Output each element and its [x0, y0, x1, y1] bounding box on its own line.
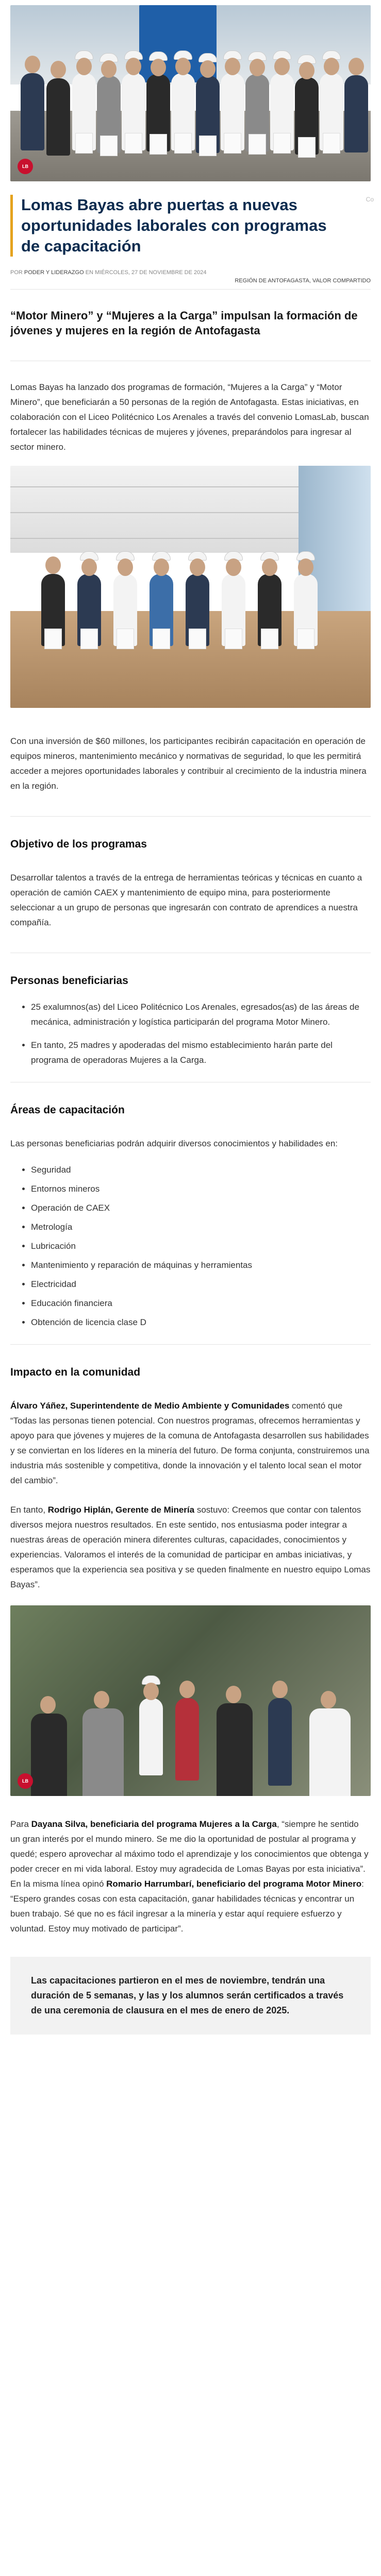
training-heading: Áreas de capacitación	[10, 1104, 125, 1116]
quote-author: Rodrigo Hiplán, Gerente de Minería	[47, 1505, 195, 1515]
quote-yanez	[10, 1398, 371, 1488]
publish-date: MIÉRCOLES, 27 DE NOVIEMBRE DE 2024	[95, 269, 207, 276]
section-divider	[10, 816, 371, 817]
list-item: • Lubricación	[31, 1239, 371, 1253]
quote-text: comentó que “Todas las personas tienen potencial. Con nuestros programas, ofrecemos herramientas y apoyo para que jóvenes y mujeres de la comuna de Antofagasta desarrollen sus habilidades y se conviertan en los líderes en la minería del futuro. De forma conjunta, construiremos una industria más sostenible y competitiva, donde la innovación y el talento local sean el motor del cambio”.	[10, 1401, 370, 1485]
training-intro: Las personas beneficiarias podrán adquirir diversos conocimientos y habilidades en:	[10, 1139, 338, 1148]
impact-heading: Impacto en la comunidad	[10, 1366, 141, 1378]
author-link[interactable]: PODER Y LIDERAZGO	[24, 269, 84, 276]
hero-photo	[10, 5, 371, 181]
investment-paragraph: Con una inversión de $60 millones, los participantes recibirán capacitación en operación de equipos mineros, mantenimiento mecánico y normativas de seguridad, lo que les permitirá acceder a mejores oportunidades laborales y contribuir al crecimiento de la industria minera en la región.	[10, 736, 367, 791]
quote-hiplan	[10, 1502, 371, 1592]
page-title: Lomas Bayas abre puertas a nuevas oportunidades laborales con programas de capacitación	[21, 196, 327, 255]
group-photo	[10, 466, 371, 708]
meta-prefix: POR	[10, 269, 23, 276]
list-item: • Entornos mineros	[31, 1181, 371, 1196]
meta-divider	[10, 289, 371, 290]
quote-text: sostuvo: Creemos que contar con talentos diversos mejora nuestros resultados. En este sentido, nos entusiasma poder integrar a nuestras áreas de operación minera diferentes culturas, capacidades, conocimientos y experiencias. Valoramos el interés de la comunidad de participar en ambas iniciativas, y esperamos que la experiencia sea positiva y se queden finalmente en nuestro equipo Lomas Bayas”.	[10, 1505, 371, 1589]
list-item: • Metrología	[31, 1219, 371, 1234]
list-item: • 25 exalumnos(as) del Liceo Politécnico Los Arenales, egresados(as) de las áreas de mecánica, administración y logística participarán del programa Motor Minero.	[31, 999, 371, 1029]
quote-author: Dayana Silva, beneficiaria del programa Mujeres a la Carga	[31, 1819, 277, 1829]
article-page	[0, 5, 381, 2055]
list-item: • Seguridad	[31, 1162, 371, 1177]
brand-logo-icon: LB	[18, 159, 33, 174]
objective-heading: Objetivo de los programas	[10, 838, 147, 850]
intro-paragraph: Lomas Bayas ha lanzado dos programas de formación, “Mujeres a la Carga” y “Motor Minero”, que beneficiarán a 50 personas de la región de Antofagasta. Estas iniciativas, en colaboración con el Liceo Politécnico Los Arenales a través del convenio LomasLab, buscan fortalecer las habilidades técnicas de mujeres y jóvenes, preparándolos para ingresar al sector minero.	[10, 382, 369, 452]
list-item: • Electricidad	[31, 1277, 371, 1292]
closing-callout: Las capacitaciones partieron en el mes de noviembre, tendrán una duración de 5 semanas, y las y los alumnos serán certificados a través de una ceremonia de clausura en el mes de enero de 2025.	[10, 1957, 371, 2035]
headline-block	[10, 195, 374, 257]
list-item: • Mantenimiento y reparación de máquinas y herramientas	[31, 1258, 371, 1273]
article-categories[interactable]: REGIÓN DE ANTOFAGASTA, VALOR COMPARTIDO	[235, 278, 371, 284]
quote-beneficiaries	[10, 1817, 371, 1936]
list-item: • Educación financiera	[31, 1296, 371, 1311]
list-item: • Obtención de licencia clase D	[31, 1315, 371, 1330]
quote-author: Álvaro Yáñez, Superintendente de Medio Ambiente y Comunidades	[10, 1401, 290, 1411]
section-divider	[10, 1344, 371, 1345]
beneficiaries-heading: Personas beneficiarias	[10, 975, 128, 987]
list-item: • En tanto, 25 madres y apoderadas del mismo establecimiento harán parte del programa de operadoras Mujeres a la Carga.	[31, 1038, 371, 1067]
community-photo	[10, 1605, 371, 1796]
quote-text: , “siempre he sentido un gran interés por el mundo minero. Se me dio la oportunidad de postular al programa y quedé; espero aprovechar al máximo todo el aprendizaje y los conocimientos que obtenga y poder crecer en mi vida laboral. Estoy muy agradecida de Lomas Bayas por esta iniciativa”. En la misma línea opinó	[10, 1819, 369, 1889]
training-list	[10, 1162, 371, 1330]
side-tag: Co	[366, 196, 374, 203]
brand-logo-icon: LB	[18, 1773, 33, 1789]
meta-date-prefix: EN	[85, 269, 93, 276]
beneficiaries-list	[10, 999, 371, 1067]
objective-paragraph: Desarrollar talentos a través de la entrega de herramientas teóricas y técnicas en cuanto a operación de camión CAEX y mantenimiento de equipo mina, para posteriormente seleccionar a un grupo de personas que ingresarán con contrato de aprendices a nuestra compañía.	[10, 873, 362, 927]
article-lead: “Motor Minero” y “Mujeres a la Carga” impulsan la formación de jóvenes y mujeres en la región de Antofagasta	[10, 309, 358, 337]
quote-text: : “Espero grandes cosas con esta capacitación, ganar habilidades técnicas y encontrar un buen trabajo. Sé que no es fácil ingresar a la minería y estar aquí requiere esfuerzo y voluntad. Estoy muy motivado de participar”.	[10, 1879, 364, 1934]
list-item: • Operación de CAEX	[31, 1200, 371, 1215]
quote-lead-in: Para	[10, 1819, 31, 1829]
quote-lead-in: En tanto,	[10, 1505, 48, 1515]
quote-author: Romario Harrumbarí, beneficiario del programa Motor Minero	[106, 1879, 362, 1889]
article-meta	[10, 269, 371, 277]
